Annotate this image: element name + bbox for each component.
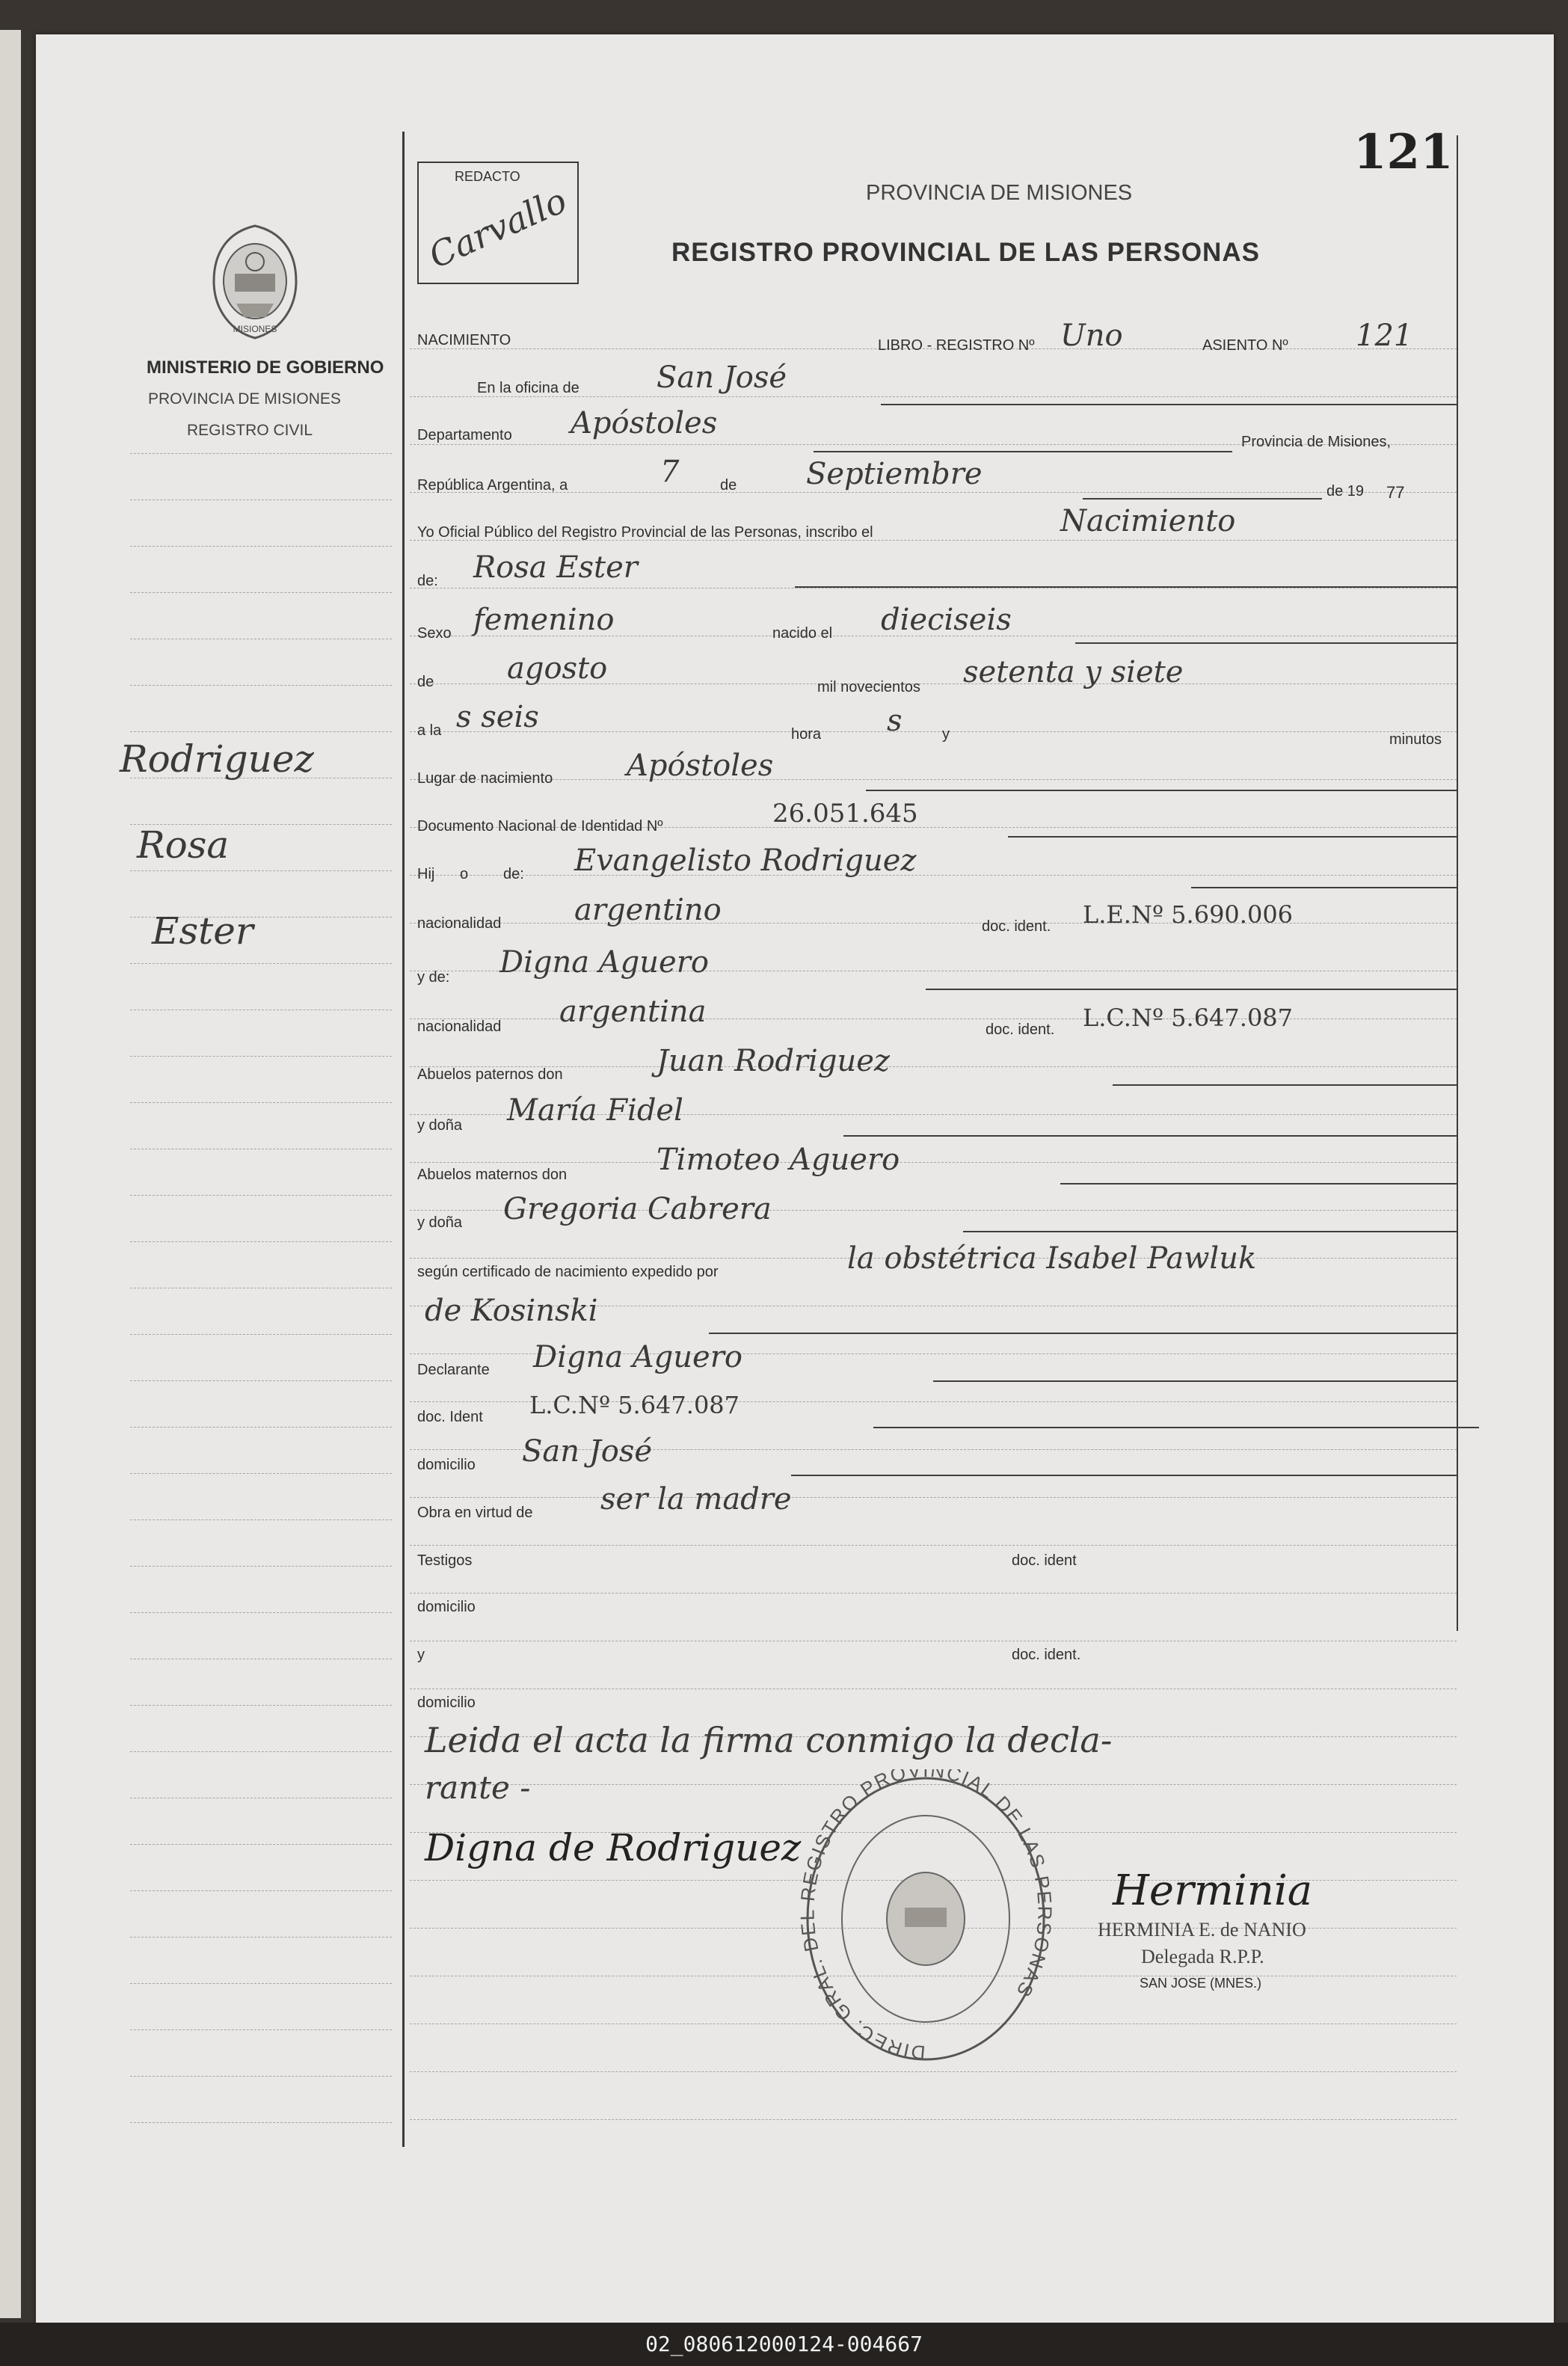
fecha-fill-line: [1083, 498, 1322, 500]
domicilio-fill-line: [791, 1475, 1458, 1476]
margin-rule: [130, 1844, 392, 1845]
act-type-label: NACIMIENTO: [417, 332, 511, 348]
form-rule: [410, 731, 1457, 732]
testigos-doc-ident-label: doc. ident: [1012, 1552, 1077, 1569]
margin-rule: [130, 1241, 392, 1242]
madre-fill-line: [926, 989, 1458, 990]
margin-rule: [130, 1937, 392, 1938]
form-rule: [410, 779, 1457, 780]
scan-footer: [0, 2323, 1568, 2366]
de-mes-label: de: [417, 674, 434, 690]
asiento-value: 121: [1356, 319, 1413, 353]
ministry-province: PROVINCIA DE MISIONES: [148, 390, 341, 408]
margin-second-name: Ester: [152, 909, 253, 953]
certificado-label: según certificado de nacimiento expedido por: [417, 1264, 719, 1280]
doc-2-value: L.C.Nº 5.647.087: [1083, 1004, 1294, 1032]
form-rule: [410, 923, 1457, 924]
officer-signature: Herminia: [1113, 1866, 1313, 1915]
abuela-materna-value: Gregoria Cabrera: [503, 1192, 772, 1226]
hijo-label: Hij: [417, 866, 435, 882]
form-rule: [410, 1593, 1457, 1594]
a-las-label: a la: [417, 722, 442, 739]
de-19-label: de 19: [1326, 483, 1365, 500]
nombre-fill-line: [795, 586, 1457, 588]
margin-rule: [130, 1890, 392, 1891]
certificado-fill-line: [709, 1333, 1458, 1334]
margin-rule: [130, 870, 392, 871]
margin-rule: [130, 1983, 392, 1984]
form-rule: [410, 588, 1457, 589]
form-rule: [410, 2071, 1457, 2072]
padre-fill-line: [1191, 887, 1458, 888]
margin-rule: [130, 592, 392, 593]
doc-2-label: doc. ident.: [986, 1021, 1055, 1038]
document-code: 02_080612000124-004667: [645, 2332, 923, 2356]
mil-label: mil novecientos: [817, 679, 920, 695]
officer-title: Delegada R.P.P.: [1141, 1946, 1264, 1967]
republica-label: República Argentina, a: [417, 477, 568, 494]
form-rule: [410, 1497, 1457, 1498]
de-mes-value: agosto: [507, 651, 608, 686]
lugar-fill-line: [866, 790, 1457, 791]
ministry-office: REGISTRO CIVIL: [187, 422, 313, 439]
margin-rule: [130, 1056, 392, 1057]
lugar-value: Apóstoles: [627, 749, 774, 783]
dni-label: Documento Nacional de Identidad Nº: [417, 818, 663, 835]
abuelo-paterno-value: Juan Rodriguez: [657, 1044, 890, 1078]
doc-ident-fill-line: [873, 1427, 1479, 1428]
margin-rule: [130, 1705, 392, 1706]
doc-1-label: doc. ident.: [982, 918, 1051, 935]
yo-oficial-label: Yo Oficial Público del Registro Provincial de las Personas, inscribo el: [417, 524, 873, 541]
abuela-materna-fill-line: [963, 1231, 1458, 1232]
hora-value: s: [887, 704, 903, 738]
dia-value: 7: [660, 455, 680, 489]
testigos-y-label: y: [417, 1647, 425, 1663]
abuelos-paternos-label: Abuelos paternos don: [417, 1066, 563, 1083]
abuelos-maternos-label: Abuelos maternos don: [417, 1167, 568, 1183]
lugar-label: Lugar de nacimiento: [417, 770, 553, 787]
y-de-label: y de:: [417, 969, 450, 986]
obra-value: ser la madre: [600, 1482, 792, 1517]
officer-name: HERMINIA E. de NANIO: [1098, 1919, 1306, 1941]
y-dona-1-label: y doña: [417, 1117, 463, 1134]
nacido-fill-line: [1075, 642, 1457, 644]
margin-rule: [130, 1612, 392, 1613]
form-rule: [410, 1545, 1457, 1546]
margin-first-name: Rosa: [137, 823, 230, 867]
margin-rule: [130, 1195, 392, 1196]
dni-value: 26.051.645: [772, 799, 918, 829]
nacido-value: dieciseis: [881, 603, 1012, 637]
previous-page-edge: [0, 30, 21, 2318]
testigos-label: Testigos: [417, 1552, 473, 1569]
header-registry: REGISTRO PROVINCIAL DE LAS PERSONAS: [671, 238, 1260, 267]
libro-value: Uno: [1060, 319, 1123, 353]
margin-rule: [130, 1427, 392, 1428]
nacionalidad-1-value: argentino: [574, 893, 722, 927]
margin-rule: [130, 963, 392, 964]
stamp-ring-text: DIREC. GRAL. D EGISTRO PROVINCIAL DE LAS P ONAS: [799, 1769, 1053, 2065]
inscribo-value: Nacimiento: [1060, 504, 1236, 538]
hijo-suffix: o: [460, 866, 469, 882]
margin-rule: [130, 1566, 392, 1567]
nacido-label: nacido el: [772, 625, 833, 642]
mes-value: Septiembre: [806, 457, 983, 491]
column-divider: [402, 132, 405, 2147]
testigos-doc-ident-2-label: doc. ident.: [1012, 1647, 1081, 1663]
redactor-signature: Carvallo: [422, 179, 573, 277]
margin-rule: [130, 1473, 392, 1474]
sexo-value: femenino: [473, 603, 615, 637]
y-label: y: [942, 726, 950, 743]
fecha-de-label: de: [720, 477, 737, 494]
ministry-name: MINISTERIO DE GOBIERNO: [147, 357, 384, 378]
y-dona-2-label: y doña: [417, 1214, 463, 1231]
oficina-label: En la oficina de: [477, 380, 579, 396]
margin-rule: [130, 2029, 392, 2030]
minutos-label: minutos: [1389, 731, 1442, 748]
libro-label: LIBRO - REGISTRO Nº: [878, 337, 1035, 354]
nombre-value: Rosa Ester: [473, 550, 638, 585]
margin-rule: [130, 1334, 392, 1335]
right-border: [1457, 135, 1458, 1631]
certificado-value-2: de Kosinski: [425, 1294, 598, 1328]
asiento-label: ASIENTO Nº: [1202, 337, 1288, 354]
nombre-label: de:: [417, 573, 438, 589]
abuela-paterna-fill-line: [843, 1135, 1458, 1137]
testigos-domicilio-2-label: domicilio: [417, 1694, 476, 1711]
declarante-label: Declarante: [417, 1362, 490, 1378]
redactor-label: REDACTO: [455, 169, 520, 184]
oficina-value: San José: [657, 360, 787, 395]
page-number: 121: [1353, 124, 1454, 180]
hijo-de-label: de:: [503, 866, 524, 882]
header-province: PROVINCIA DE MISIONES: [866, 181, 1133, 205]
margin-rule: [130, 1380, 392, 1381]
registry-stamp: [799, 1769, 1053, 2068]
margin-rule: [130, 1751, 392, 1752]
doc-1-value: L.E.Nº 5.690.006: [1083, 900, 1294, 929]
declarant-signature: Digna de Rodriguez: [425, 1826, 802, 1869]
abuelo-paterno-fill-line: [1113, 1084, 1458, 1086]
domicilio-value: San José: [522, 1434, 653, 1469]
a-las-value: s seis: [456, 700, 539, 734]
mil-value: setenta y siete: [963, 655, 1184, 689]
domicilio-label: domicilio: [417, 1457, 476, 1473]
provincia-label: Provincia de Misiones,: [1241, 434, 1392, 450]
coat-of-arms-icon: [206, 221, 304, 341]
form-rule: [410, 875, 1457, 876]
margin-surname: Rodriguez: [120, 737, 314, 781]
declarante-value: Digna Aguero: [533, 1340, 743, 1374]
nacionalidad-2-value: argentina: [559, 995, 707, 1029]
officer-place: SAN JOSE (MNES.): [1140, 1976, 1262, 1991]
oficina-fill-line: [881, 404, 1457, 405]
seal-ring-text: MISIONES: [233, 324, 277, 334]
nacionalidad-2-label: nacionalidad: [417, 1018, 502, 1035]
departamento-value: Apóstoles: [571, 406, 718, 440]
abuelo-materno-value: Timoteo Aguero: [657, 1143, 900, 1177]
dni-fill-line: [1008, 836, 1457, 838]
margin-rule: [130, 685, 392, 686]
doc-ident-declarante-value: L.C.Nº 5.647.087: [529, 1391, 740, 1419]
margin-rule: [130, 2076, 392, 2077]
margin-rule: [130, 731, 392, 732]
abuelo-materno-fill-line: [1060, 1183, 1458, 1184]
hora-label: hora: [791, 726, 822, 743]
sexo-label: Sexo: [417, 625, 452, 642]
margin-rule: [130, 546, 392, 547]
certificado-value: la obstétrica Isabel Pawluk: [847, 1241, 1257, 1276]
form-rule: [410, 1066, 1457, 1067]
margin-rule: [130, 2122, 392, 2123]
testigos-domicilio-label: domicilio: [417, 1599, 476, 1615]
declarante-fill-line: [933, 1380, 1458, 1382]
obra-label: Obra en virtud de: [417, 1505, 533, 1521]
madre-value: Digna Aguero: [499, 945, 709, 980]
doc-ident-declarante-label: doc. Ident: [417, 1409, 483, 1425]
departamento-fill-line: [814, 451, 1232, 452]
redactor-box: [417, 162, 579, 284]
closing-text-line-2: rante -: [425, 1769, 531, 1806]
abuela-paterna-value: María Fidel: [507, 1093, 683, 1128]
form-rule: [410, 1162, 1457, 1163]
margin-rule: [130, 453, 392, 454]
padre-value: Evangelisto Rodriguez: [574, 844, 917, 878]
form-rule: [410, 2119, 1457, 2120]
margin-rule: [130, 1102, 392, 1103]
departamento-label: Departamento: [417, 427, 512, 443]
year-value: 77: [1386, 483, 1405, 502]
nacionalidad-1-label: nacionalidad: [417, 915, 502, 932]
birth-record-page: [36, 34, 1554, 2323]
closing-text-line-1: Leida el acta la firma conmigo la decla-: [425, 1720, 1113, 1760]
